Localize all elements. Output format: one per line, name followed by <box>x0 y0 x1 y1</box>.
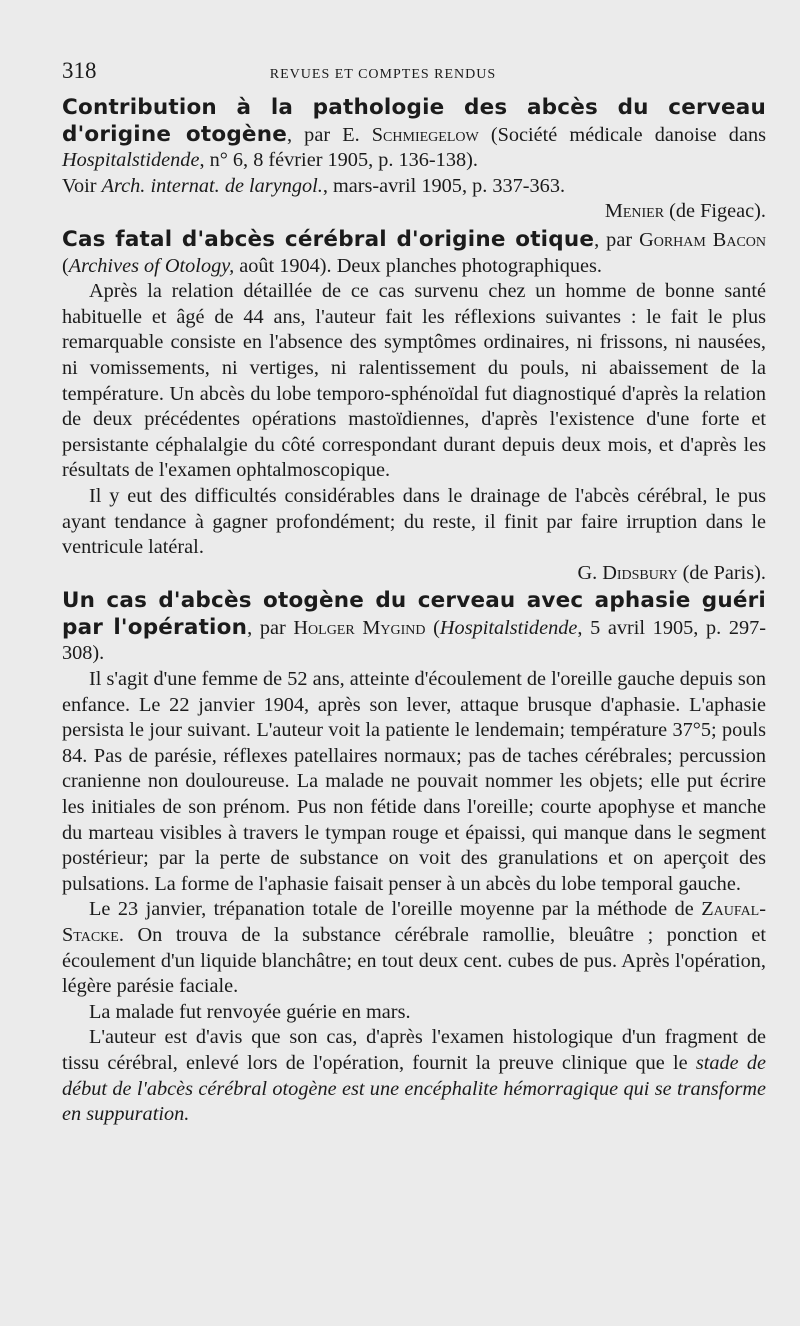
article-2-author: Gorham Bacon <box>639 228 767 251</box>
article-2-heading: Cas fatal d'abcès cérébral d'origine otique, par Gorham Bacon (Archives of Otology, août 1904). Deux planches photographiques. <box>62 226 767 277</box>
conclusion-italic: stade de début de l'abcès cérébral otogène est une encéphalite hémorragique qui se transforme en suppuration. <box>62 1051 766 1126</box>
article-2-reviewer: G. Didsbury (de Paris). <box>577 561 766 584</box>
article-3-paragraph-3: La malade fut renvoyée guérie en mars. <box>89 1000 411 1023</box>
article-3-paragraph-1: Il s'agit d'une femme de 52 ans, atteinte d'écoulement de l'oreille gauche depuis son enfance. Le 22 janvier 1904, après son lever, attaque brusque d'aphasie. L'aphasie persista le jour suivant. L'auteur voit la patiente le lendemain; température 37°5; pouls 84. Pas de parésie, réflexes patellaires normaux; pas de taches cérébrales; percussion cranienne non douloureuse. La malade ne pouvait nommer les objets; elle put écrire les initiales de son prénom. Pus non fétide dans l'oreille; courte apophyse et manche du marteau visibles à travers le tympan rouge et épaissi, qui manque dans le segment postérieur; par la perte de substance on voit des granulations et on aperçoit des pulsations. La forme de l'aphasie faisait penser à un abcès du lobe temporal gauche. <box>62 668 766 895</box>
article-1-journal: Hospitalstidende <box>62 149 200 172</box>
article-2-paragraph-1: Après la relation détaillée de ce cas survenu chez un homme de bonne santé habituelle et âgé de 44 ans, l'auteur fait les réflexions suivantes : le fait le plus remarquable consiste en l'absence des symptômes ordinaires, ni frissons, ni nausées, ni vomissements, ni vertiges, ni ralentissement du pouls, ni abaissement de la température. Un abcès du lobe temporo-sphénoïdal fut diagnostiqué d'après la relation de deux précédentes opérations mastoïdiennes, d'après l'existence d'une forte et persistante céphalalgie du côté correspondant durant depuis deux mois, et d'après les résultats de l'examen ophtalmoscopique. <box>62 280 766 482</box>
article-3-author: Holger Mygind <box>293 616 426 639</box>
page-number: 318 <box>62 58 97 83</box>
article-3-journal: Hospitalstidende <box>439 616 578 639</box>
article-1-heading: Contribution à la pathologie des abcès du cerveau d'origine otogène, par E. Schmiegelow (Société médicale danoise dans Hospitalstidende, n° 6, 8 février 1905, p. 136-138). Voir Arch. internat. de laryngol., mars-avril 1905, p. 337-363. <box>62 95 766 197</box>
article-2-title: Cas fatal d'abcès cérébral d'origine otique <box>62 226 595 252</box>
article-3-title: Un cas d'abcès otogène du cerveau avec aphasie guéri par l'opération <box>62 588 766 640</box>
article-1-author: Schmiegelow <box>371 123 479 146</box>
article-2-journal: Archives of Otology, <box>68 254 235 277</box>
page-body <box>62 95 766 1128</box>
article-2-paragraph-2: Il y eut des difficultés considérables dans le drainage de l'abcès cérébral, le pus ayant tendance à gagner profondément; du reste, il finit par faire irruption dans le ventricule latéral. <box>62 484 766 559</box>
article-1-reviewer: Menier (de Figeac). <box>604 200 766 223</box>
article-3-paragraph-2: Le 23 janvier, trépanation totale de l'oreille moyenne par la méthode de Zaufal-Stacke. On trouva de la substance cérébrale ramollie, bleuâtre ; ponction et écoulement d'un liquide blanchâtre; en tout deux cent. cubes de pus. Après l'opération, légère parésie faciale. <box>62 898 766 998</box>
article-1-title: Contribution à la pathologie des abcès du cerveau d'origine otogène <box>62 95 766 147</box>
article-3-heading: Un cas d'abcès otogène du cerveau avec aphasie guéri par l'opération, par Holger Mygind (Hospitalstidende, 5 avril 1905, p. 297-308). <box>62 588 767 665</box>
article-3-paragraph-4: L'auteur est d'avis que son cas, d'après l'examen histologique d'un fragment de tissu cérébral, enlevé lors de l'opération, fournit la preuve clinique que le stade de début de l'abcès cérébral otogène est une encéphalite hémorragique qui se transforme en suppuration. <box>62 1026 766 1126</box>
running-header <box>62 58 766 90</box>
article-1-see-journal: Arch. internat. de laryngol. <box>101 174 323 197</box>
surgeon-names: Zaufal-Stacke <box>62 898 766 946</box>
running-head-title: REVUES ET COMPTES RENDUS <box>269 67 497 82</box>
